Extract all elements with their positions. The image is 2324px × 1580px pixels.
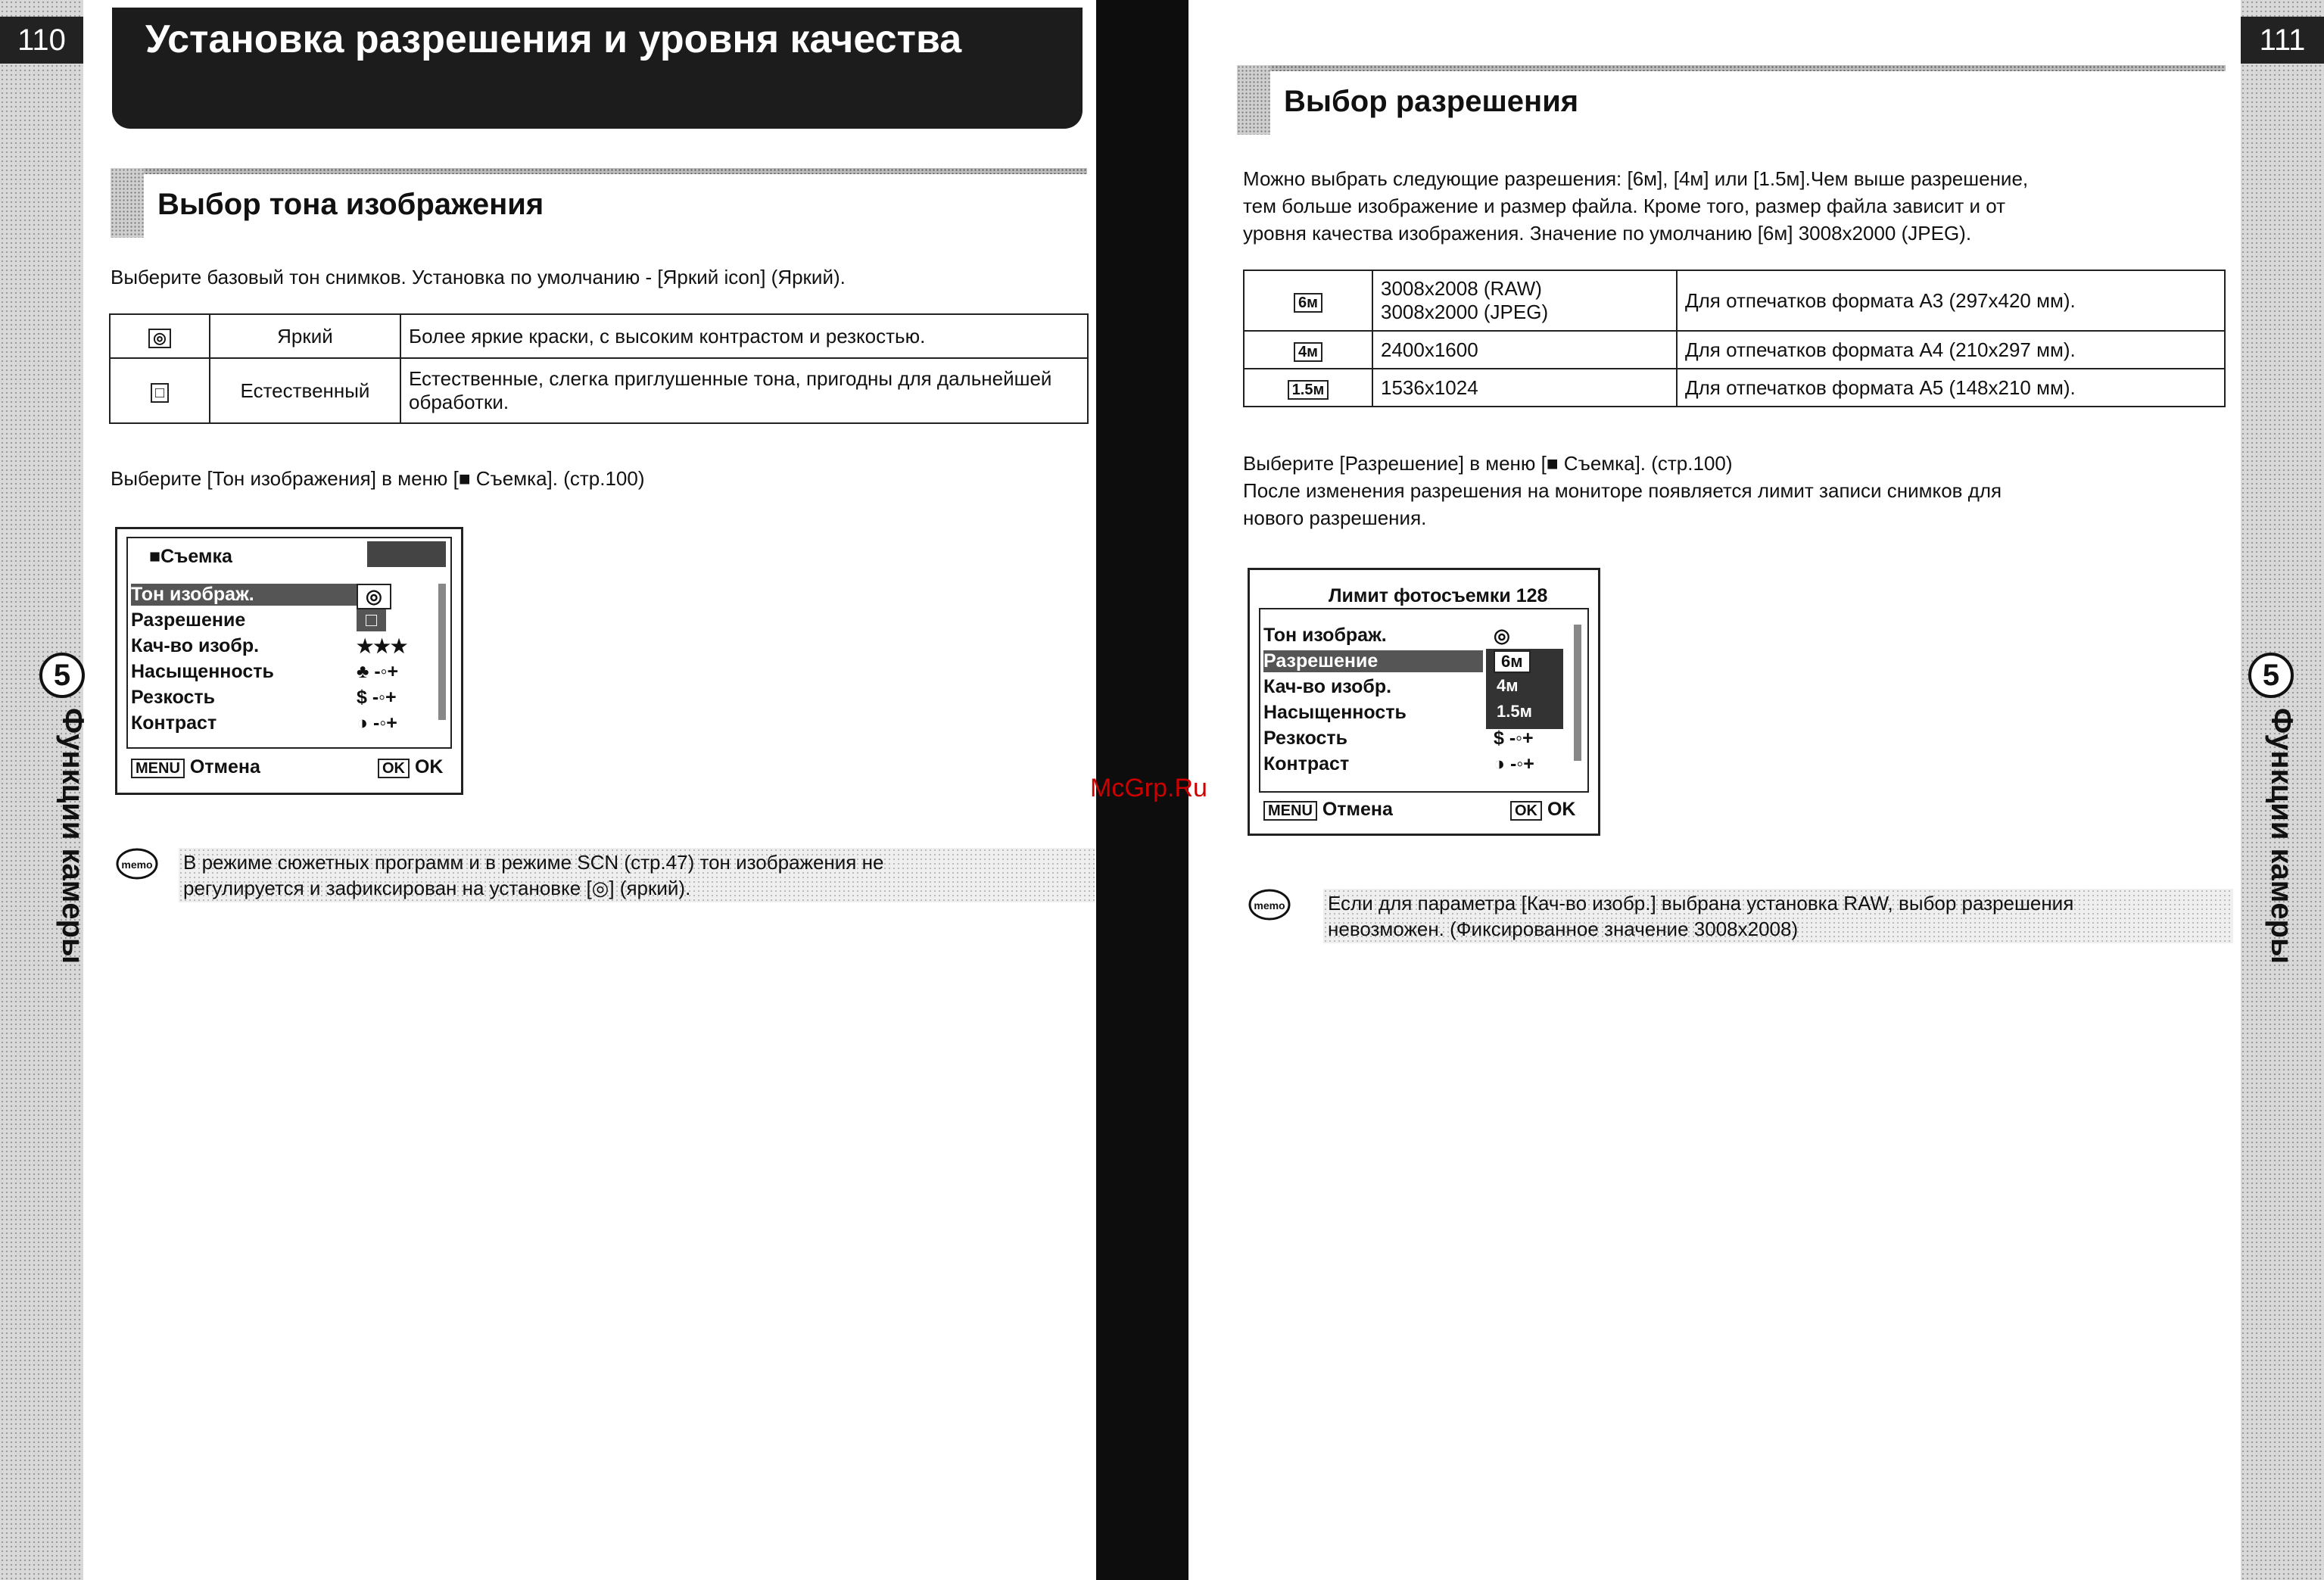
menu-scrollbar[interactable] [438,584,446,720]
tone-natural-icon: □ [151,383,169,403]
resolution-desc: Для отпечатков формата А5 (148x210 мм). [1677,369,2225,407]
chapter-number-right: 5 [2248,653,2294,698]
menu-key-icon: MENU [131,759,185,778]
section-heading-resolution [1237,65,2226,135]
resolution-desc: Для отпечатков формата А3 (297x420 мм). [1677,270,2225,331]
cancel-label[interactable]: Отмена [1322,799,1393,820]
watermark: McGrp.Ru [1090,774,1207,802]
menu-item[interactable]: Разрешение [1263,650,1483,672]
tone-instruction: Выберите [Тон изображения] в меню [■ Съемка]. (стр.100) [111,467,645,490]
camera-menu-screen-tone [115,527,463,795]
tone-bright-icon: ◎ [148,329,170,348]
ok-label[interactable]: OK [1547,799,1576,820]
tone-name: Яркий [210,314,400,358]
table-row [110,358,1088,423]
menu-item[interactable]: Контраст [1263,753,1350,774]
memo-icon [1248,887,1291,922]
menu-value: $ -◦+ [1494,728,1534,749]
menu-value: ◑ -◦+ [357,712,397,734]
table-row: 6м 3008x2008 (RAW) 3008x2000 (JPEG) Для отпечатков формата А3 (297x420 мм). [1244,270,2225,331]
table-row [1244,331,2225,369]
resolution-option-4m[interactable]: 4м [1497,676,1519,695]
ok-label[interactable]: OK [414,756,444,778]
ok-key-icon: OK [378,759,410,778]
tone-intro: Выберите базовый тон снимков. Установка по умолчанию - [Яркий icon] (Яркий). [111,266,846,288]
menu-value: ◎ [1494,625,1510,647]
table-row [1244,369,2225,407]
cancel-label[interactable]: Отмена [189,756,260,778]
menu-value: ★★★ [357,636,408,657]
section-heading-tone [111,168,1087,238]
memo-note-resolution: Если для параметра [Кач-во изобр.] выбрана установка RAW, выбор разрешения невозможен. (Фиксированное значение 3008x2008) [1323,889,2233,943]
menu-value: ♣ -◦+ [357,661,399,682]
ok-key-icon: OK [1510,801,1542,821]
resolution-size: 2400x1600 [1372,331,1677,369]
menu-key-icon: MENU [1263,801,1317,821]
resolution-option-1.5m[interactable]: 1.5м [1497,702,1532,721]
resolution-1.5m-icon: 1.5м [1288,380,1329,400]
svg-text:memo: memo [121,859,153,871]
tone-table [109,313,1089,424]
menu-tab-indicator [367,541,446,567]
resolution-size: 1536x1024 [1372,369,1677,407]
page-title: Установка разрешения и уровня качества [145,17,962,61]
memo-note-tone: В режиме сюжетных программ и в режиме SCN (стр.47) тон изображения не регулируется и зафиксирован на установке [◎] (яркий). [179,848,1095,902]
menu-item[interactable]: Тон изображ. [1263,625,1387,646]
tone-name: Естественный [210,358,400,423]
tone-option-natural[interactable]: □ [357,609,386,631]
tone-option-bright[interactable]: ◎ [357,584,391,609]
menu-scrollbar[interactable] [1574,625,1581,761]
menu-item[interactable]: Насыщенность [1263,702,1407,723]
camera-menu-screen-resolution [1248,568,1600,836]
chapter-title-left: Функции камеры [56,708,89,965]
resolution-desc: Для отпечатков формата А4 (210x297 мм). [1677,331,2225,369]
menu-item[interactable]: Кач-во изобр. [131,635,260,656]
chapter-title-right: Функции камеры [2265,708,2298,965]
resolution-intro: Можно выбрать следующие разрешения: [6м], [4м] или [1.5м].Чем выше разрешение, тем больше изображение и размер файла. Кроме того, размер файла зависит и от уровня качества изображения. Значение по умолчанию [6м] 3008x2000 (JPEG). [1243,167,2029,245]
menu-item[interactable]: Резкость [1263,728,1348,749]
menu-item[interactable]: Контраст [131,712,217,734]
resolution-table [1243,270,2226,407]
resolution-4m-icon: 4м [1294,342,1322,362]
menu-item[interactable]: Резкость [131,687,216,708]
tone-desc: Естественные, слегка приглушенные тона, пригодны для дальнейшей обработки. [400,358,1088,423]
menu-item[interactable]: Тон изображ. [131,584,366,606]
menu-header: ■Съемка [149,546,232,567]
resolution-instruction: Выберите [Разрешение] в меню [■ Съемка]. (стр.100) После изменения разрешения на мониторе появляется лимит записи снимков для нового разрешения. [1243,452,2002,529]
memo-icon [115,846,159,881]
table-row [110,314,1088,358]
shot-limit-header: Лимит фотосъемки 128 [1329,585,1548,606]
menu-value: ◑ -◦+ [1494,753,1534,774]
page-number-left: 110 [0,17,83,64]
svg-text:memo: memo [1254,899,1285,912]
section-title-resolution: Выбор разрешения [1284,85,1579,118]
chapter-number-left: 5 [39,653,85,698]
page-number-right: 111 [2241,17,2324,64]
tone-desc: Более яркие краски, с высоким контрастом и резкостью. [400,314,1088,358]
menu-item[interactable]: Разрешение [131,609,246,631]
resolution-option-6m[interactable]: 6м [1494,650,1531,673]
section-title-tone: Выбор тона изображения [157,188,544,221]
menu-item[interactable]: Насыщенность [131,661,274,682]
menu-value: $ -◦+ [357,687,397,708]
resolution-6m-icon: 6м [1294,293,1322,313]
menu-item[interactable]: Кач-во изобр. [1263,676,1392,697]
title-bar [112,8,1083,129]
